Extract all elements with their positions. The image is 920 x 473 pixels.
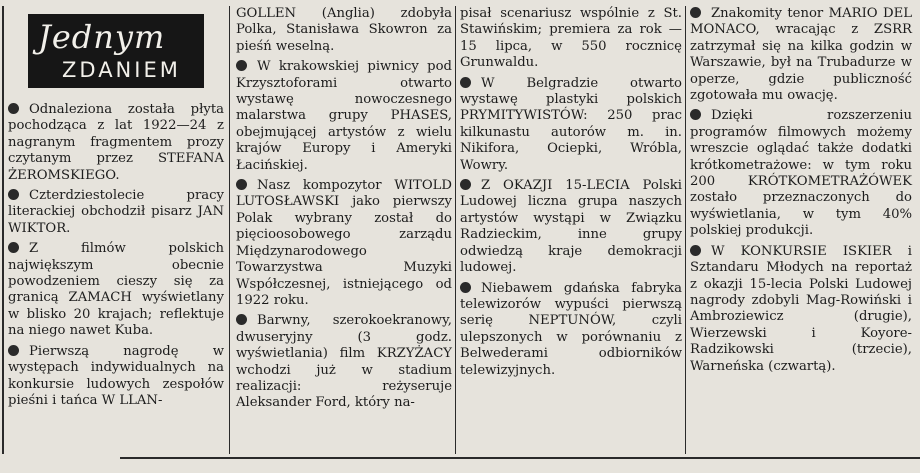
bullet-dot-icon: [236, 314, 247, 325]
bottom-rule: [120, 457, 920, 459]
column-3: [460, 6, 682, 383]
masthead-subtitle: ZDANIEM: [62, 58, 181, 82]
news-item-continued: GOLLEN (Anglia) zdobyła Polka, Stanisława Skowron za pieśń weselną.: [236, 6, 452, 54]
news-item: Pierwszą nagrodę w występach indywidualnych na konkursie ludowych zespołów pieśni i tańca W LLAN-: [8, 343, 224, 408]
news-item: Z OKAZJI 15-LECIA Polski Ludowej liczna grupa naszych artystów wystąpi w Związku Radzieckim, inne grupy odwiedzą kraje demokracji ludowej.: [460, 178, 682, 276]
column-2: [236, 6, 452, 416]
news-item: W krakowskiej piwnicy pod Krzysztoforami otwarto wystawę nowoczesnego malarstwa grupy PHASES, obejmującej artystów z wielu krajów Europy i Ameryki Łacińskiej.: [236, 59, 452, 173]
bullet-dot-icon: [460, 179, 471, 190]
news-item: Znakomity tenor MARIO DEL MONACO, wracając z ZSRR zatrzymał się na kilka godzin w Warszawie, był na Trubadurze w operze, gdzie publiczność zgotowała mu owację.: [690, 6, 912, 104]
column-4: [690, 6, 912, 379]
bullet-dot-icon: [8, 189, 19, 200]
masthead: [28, 14, 204, 88]
left-border-rule: [2, 6, 4, 454]
news-item: Barwny, szerokoekranowy, dwuseryjny (3 godz. wyświetlania) film KRZYŻACY wchodzi już w stadium realizacji: reżyseruje Aleksander Ford, który na-: [236, 313, 452, 411]
news-item: Czterdziestolecie pracy literackiej obchodził pisarz JAN WIKTOR.: [8, 188, 224, 236]
bullet-dot-icon: [460, 282, 471, 293]
bullet-dot-icon: [690, 245, 701, 256]
bullet-dot-icon: [690, 7, 701, 18]
column-1: [8, 102, 224, 413]
bullet-dot-icon: [8, 345, 19, 356]
news-item: Niebawem gdańska fabryka telewizorów wypuści pierwszą serię NEPTUNÓW, czyli ulepszonych w porównaniu z Belwederami odbiorników telewizyjnych.: [460, 280, 682, 378]
masthead-title: Jednym: [38, 18, 166, 56]
news-item: Z filmów polskich największym obecnie powodzeniem cieszy się za granicą ZAMACH wyświetlany w blisko 20 krajach; reflektuje na niego nawet Kuba.: [8, 241, 224, 339]
bullet-dot-icon: [690, 109, 701, 120]
bullet-dot-icon: [236, 60, 247, 71]
column-rule: [685, 6, 686, 454]
column-rule: [455, 6, 456, 454]
bullet-dot-icon: [8, 103, 19, 114]
news-item: W KONKURSIE ISKIER i Sztandaru Młodych na reportaż z okazji 15-lecia Polski Ludowej nagrody zdobyli Mag-Rowiński i Ambroziewicz (drugie), Wierzewski i Koyore-Radzikowski (trzecie), Warneńska (czwartą).: [690, 243, 912, 374]
news-item: W Belgradzie otwarto wystawę plastyki polskich PRYMITYWISTÓW: 250 prac kilkunastu autorów m. in. Nikifora, Ociepki, Wróbla, Wowry.: [460, 75, 682, 173]
news-item: Odnaleziona została płyta pochodząca z lat 1922—24 z nagranym fragmentem prozy czytanym przez STEFANA ŻEROMSKIEGO.: [8, 102, 224, 183]
column-rule: [229, 6, 230, 454]
news-item-continued: pisał scenariusz wspólnie z St. Stawińskim; premiera za rok — 15 lipca, w 550 rocznicę Grunwaldu.: [460, 6, 682, 71]
news-item: Dzięki rozszerzeniu programów filmowych możemy wreszcie oglądać także dodatki krótkometrażowe: w tym roku 200 KRÓTKOMETRAŻÓWEK zostało przeznaczonych do wyświetlania, w tym 40% polskiej produkcji.: [690, 108, 912, 239]
news-item: Nasz kompozytor WITOLD LUTOSŁAWSKI jako pierwszy Polak wybrany został do pięcioosobowego zarządu Międzynarodowego Towarzystwa Muzyki Współczesnej, istniejącego od 1922 roku.: [236, 178, 452, 308]
bullet-dot-icon: [236, 179, 247, 190]
bullet-dot-icon: [460, 77, 471, 88]
bullet-dot-icon: [8, 242, 19, 253]
